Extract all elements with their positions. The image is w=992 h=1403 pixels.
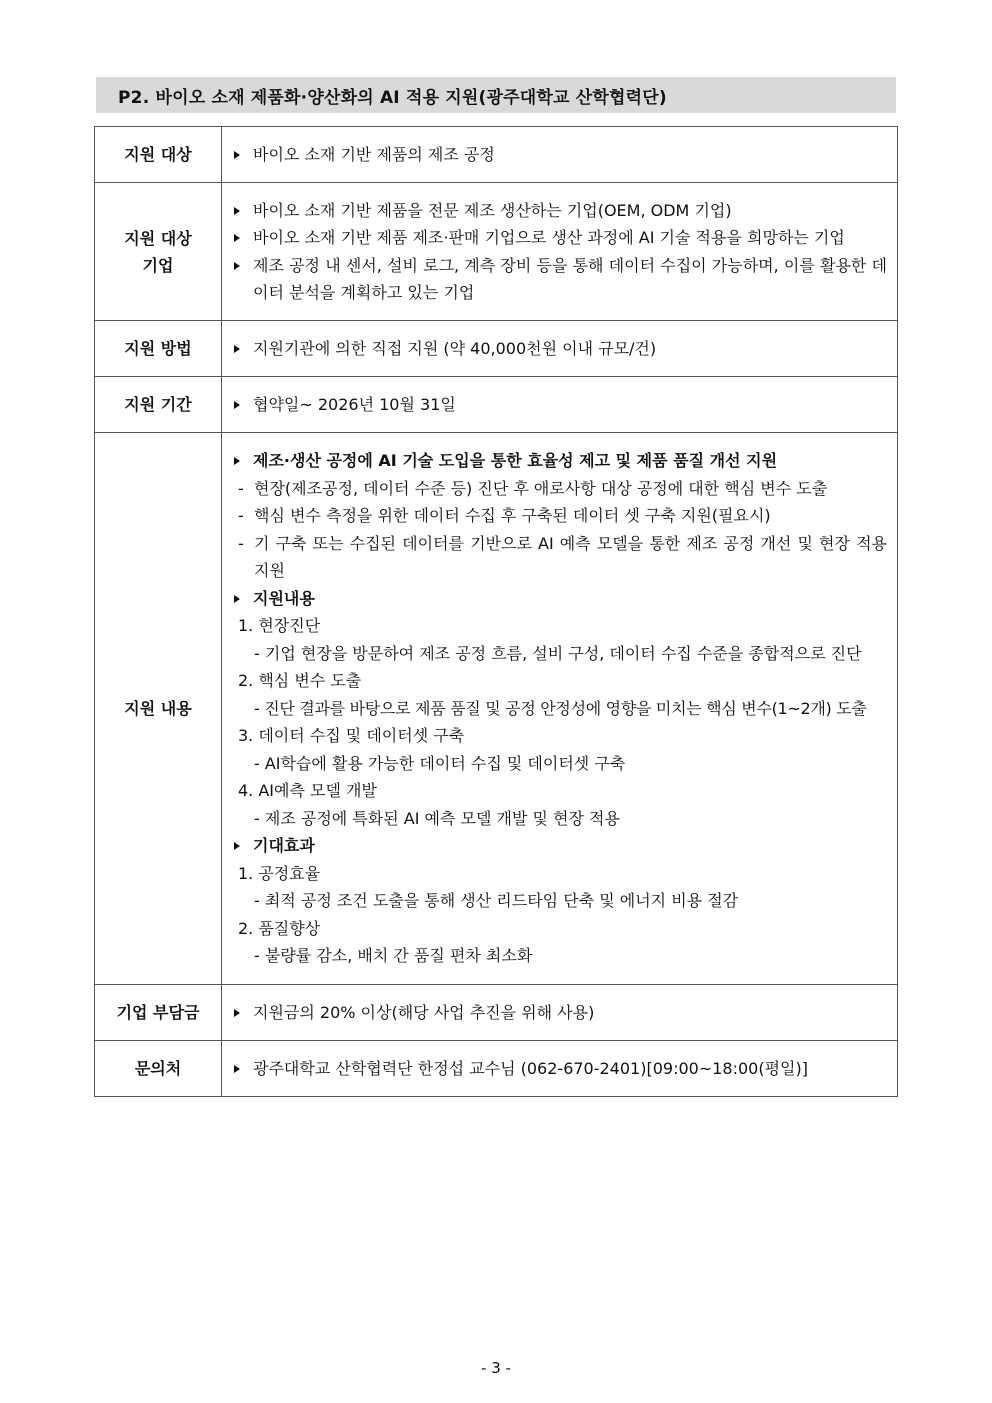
- label-content: 지원 내용: [95, 433, 222, 985]
- step-title: 2. 핵심 변수 도출: [238, 671, 362, 691]
- company-item: 바이오 소재 기반 제품을 전문 제조 생산하는 기업(OEM, ODM 기업): [253, 200, 732, 220]
- step-desc: - 진단 결과를 바탕으로 제품 품질 및 공정 안정성에 영향을 미치는 핵심 변수(1~2개) 도출: [254, 698, 867, 718]
- page-number: - 3 -: [481, 1359, 511, 1377]
- bullet-triangle-icon: [234, 345, 240, 353]
- label-burden: 기업 부담금: [95, 985, 222, 1041]
- bullet-triangle-icon: [234, 1009, 240, 1017]
- row-content: [95, 433, 898, 985]
- step-desc: - 기업 현장을 방문하여 제조 공정 흐름, 설비 구성, 데이터 수집 수준을 종합적으로 진단: [254, 643, 862, 663]
- row-contact: [95, 1041, 898, 1097]
- content-target: [222, 127, 898, 183]
- target-item: 바이오 소재 기반 제품의 제조 공정: [253, 144, 495, 164]
- method-item: 지원기관에 의한 직접 지원 (약 40,000천원 이내 규모/건): [253, 338, 657, 358]
- bullet-triangle-icon: [234, 457, 240, 465]
- section-title: P2. 바이오 소재 제품화·양산화의 AI 적용 지원(광주대학교 산학협력단): [96, 77, 896, 113]
- contact-item: 광주대학교 산학협력단 한정섭 교수님 (062-670-2401)[09:00~18:00(평일)]: [253, 1058, 808, 1078]
- effect-title: 2. 품질향상: [238, 918, 321, 938]
- effect-title: 1. 공정효율: [238, 863, 321, 883]
- company-item: 제조 공정 내 센서, 설비 로그, 계측 장비 등을 통해 데이터 수집이 가능하며, 이를 활용한 데이터 분석을 계획하고 있는 기업: [253, 255, 887, 302]
- label-target: 지원 대상: [95, 127, 222, 183]
- support-heading: 지원내용: [253, 588, 315, 608]
- content-dash-item: 핵심 변수 측정을 위한 데이터 수집 후 구축된 데이터 셋 구축 지원(필요시): [254, 506, 771, 526]
- row-companies: [95, 183, 898, 321]
- effect-desc: - 최적 공정 조건 도출을 통해 생산 리드타임 단축 및 에너지 비용 절감: [254, 891, 739, 911]
- support-info-table: [94, 126, 898, 1097]
- bullet-triangle-icon: [234, 207, 240, 215]
- company-item: 바이오 소재 기반 제품 제조·판매 기업으로 생산 과정에 AI 기술 적용을 희망하는 기업: [253, 228, 845, 247]
- row-burden: [95, 985, 898, 1041]
- row-target: [95, 127, 898, 183]
- label-companies: 지원 대상 기업: [95, 183, 222, 321]
- bullet-triangle-icon: [234, 262, 240, 270]
- bullet-triangle-icon: [234, 151, 240, 159]
- content-method: [222, 321, 898, 377]
- step-title: 4. AI예측 모델 개발: [238, 781, 377, 801]
- content-burden: [222, 985, 898, 1041]
- row-period: [95, 377, 898, 433]
- step-desc: - 제조 공정에 특화된 AI 예측 모델 개발 및 현장 적용: [254, 808, 620, 828]
- label-contact: 문의처: [95, 1041, 222, 1097]
- period-item: 협약일~ 2026년 10월 31일: [253, 394, 456, 414]
- content-details: 제조·생산 공정에 AI 기술 도입을 통한 효율성 제고 및 제품 품질 개선 지원 - 현장(제조공정, 데이터 수준 등) 진단 후 애로사항 대상 공정에 대한 핵심 변수 도출 - 핵심 변수 측정을 위한 데이터 수집 후 구축된 데이터 셋 구축 지원(필요시) - 기 구축 또는 수집된 데이터를 기반으로 AI 예측 모델을 통한 제조 공정 개선 및 현장 적용 지원 지원내용 1. 현장진단 - 기업 현장을 방문하여 제조 공정 흐름, 설비 구성, 데이터 수집 수준을 종합적으로 진단 2. 핵심 변수 도출 - 진단 결과를 바탕으로 제품 품질 및 공정 안정성에 영향을 미치는 핵심 변수(1~2개) 도출 3. 데이터 수집 및 데이터셋 구축 - AI학습에 활용 가능한 데이터 수집 및 데이터셋 구축 4. AI예측 모델 개발 - 제조 공정에 특화된 AI 예측 모델 개발 및 현장 적용 기대효과 1. 공정효율 - 최적 공정 조건 도출을 통해 생산 리드타임 단축 및 에너지 비용 절감 2. 품질향상 - 불량률 감소, 배치 간 품질 편차 최소화: [222, 433, 898, 985]
- bullet-triangle-icon: [234, 1065, 240, 1073]
- content-contact: [222, 1041, 898, 1097]
- content-period: [222, 377, 898, 433]
- content-companies: [222, 183, 898, 321]
- row-method: [95, 321, 898, 377]
- content-dash-item: 기 구축 또는 수집된 데이터를 기반으로 AI 예측 모델을 통한 제조 공정 개선 및 현장 적용 지원: [254, 533, 887, 581]
- label-period: 지원 기간: [95, 377, 222, 433]
- bullet-triangle-icon: [234, 234, 240, 242]
- content-heading: 제조·생산 공정에 AI 기술 도입을 통한 효율성 제고 및 제품 품질 개선 지원: [253, 451, 778, 471]
- bullet-triangle-icon: [234, 401, 240, 409]
- label-method: 지원 방법: [95, 321, 222, 377]
- step-title: 1. 현장진단: [238, 616, 321, 636]
- effects-heading: 기대효과: [253, 836, 315, 856]
- bullet-triangle-icon: [234, 842, 240, 850]
- content-dash-item: 현장(제조공정, 데이터 수준 등) 진단 후 애로사항 대상 공정에 대한 핵심 변수 도출: [254, 478, 828, 498]
- step-desc: - AI학습에 활용 가능한 데이터 수집 및 데이터셋 구축: [254, 753, 626, 773]
- step-title: 3. 데이터 수집 및 데이터셋 구축: [238, 726, 465, 746]
- burden-item: 지원금의 20% 이상(해당 사업 추진을 위해 사용): [253, 1002, 595, 1022]
- bullet-triangle-icon: [234, 595, 240, 603]
- effect-desc: - 불량률 감소, 배치 간 품질 편차 최소화: [254, 946, 533, 966]
